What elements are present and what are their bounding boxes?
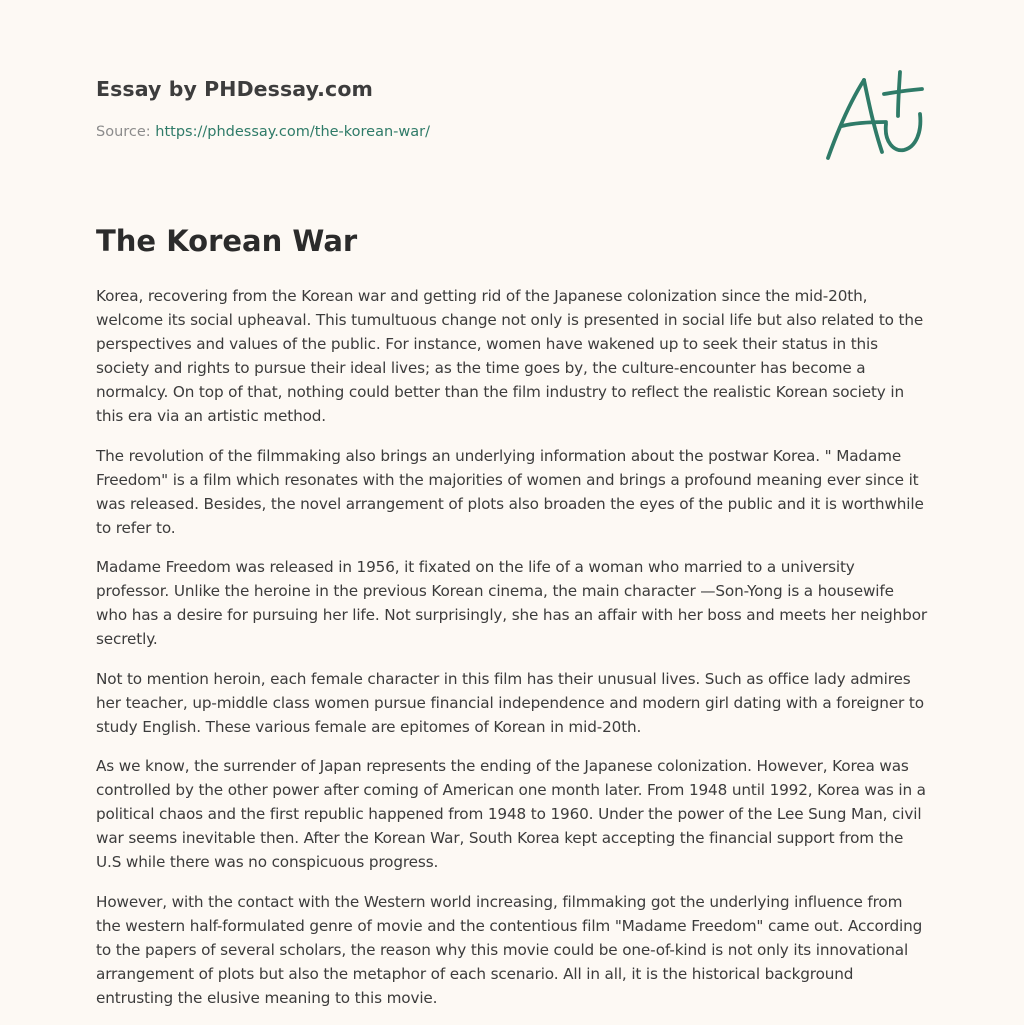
essay-paragraph: Korea, recovering from the Korean war and getting rid of the Japanese colonization since the mid-20th, welcome its social upheaval. This tumultuous change not only is presented in social life but also related to the perspectives and values of the public. For instance, women have wakened up to seek their status in this society and rights to pursue their ideal lives; as the time goes by, the culture-encounter has become a normalcy. On top of that, nothing could better than the film industry to reflect the realistic Korean society in this era via an artistic method. — [96, 287, 924, 425]
source-link[interactable]: https://phdessay.com/the-korean-war/ — [155, 124, 431, 140]
essay-body — [96, 284, 928, 1025]
source-line — [96, 124, 430, 140]
source-label: Source: — [96, 124, 156, 140]
essay-paragraph: The revolution of the filmmaking also brings an underlying information about the postwar Korea. " Madame Freedom" is a film which resonates with the majorities of women and brings a profound meaning ever since it was released. Besides, the novel arrangement of plots also broaden the eyes of the public and it is worthwhile to refer to. — [96, 446, 924, 537]
essay-paragraph: Madame Freedom was released in 1956, it fixated on the life of a woman who married to a university professor. Unlike the heroine in the previous Korean cinema, the main character —Son-Yong is a housewife who has a desire for pursuing her life. Not surprisingly, she has an affair with her boss and meets her neighbor secretly. — [96, 558, 927, 648]
site-brand[interactable]: Essay by PHDessay.com — [96, 77, 373, 101]
essay-title: The Korean War — [96, 224, 358, 258]
essay-paragraph: Not to mention heroin, each female character in this film has their unusual lives. Such as office lady admires her teacher, up-middle class women pursue financial independence and modern girl dating with a foreigner to study English. These various female are epitomes of Korean in mid-20th. — [96, 669, 924, 736]
page-header — [96, 0, 928, 180]
essay-paragraph: However, with the contact with the Western world increasing, filmmaking got the underlying influence from the western half-formulated genre of movie and the contentious film "Madame Freedom" came out. According to the papers of several scholars, the reason why this movie could be one-of-kind is not only its innovational arrangement of plots but also the metaphor of each scenario. All in all, it is the historical background entrusting the elusive meaning to this movie. — [96, 892, 923, 1007]
essay-paragraph: As we know, the surrender of Japan represents the ending of the Japanese colonization. However, Korea was controlled by the other power after coming of American one month later. From 1948 until 1992, Korea was in a political chaos and the first republic happened from 1948 to 1960. Under the power of the Lee Sung Man, civil war seems inevitable then. After the Korean War, South Korea kept accepting the financial support from the U.S while there was no conspicuous progress. — [96, 757, 926, 871]
a-plus-logo-icon — [824, 68, 928, 164]
